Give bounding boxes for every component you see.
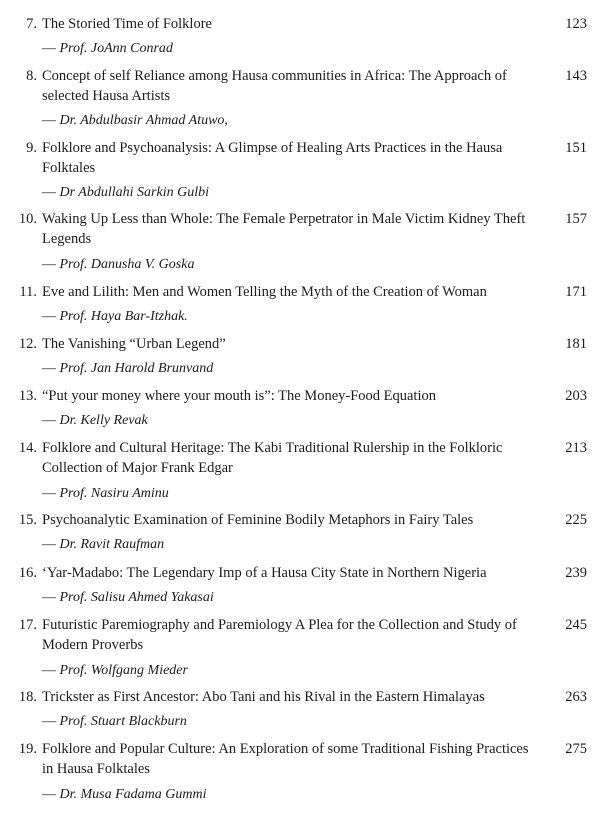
em-dash: — <box>42 486 60 501</box>
entry-author <box>42 359 213 379</box>
em-dash: — <box>42 590 60 605</box>
entry-author <box>42 661 188 681</box>
entry-author <box>42 535 164 555</box>
author-name: Prof. Nasiru Aminu <box>59 486 169 501</box>
entry-author <box>42 183 209 203</box>
entry-title: “Put your money where your mouth is”: The Money-Food Equation <box>42 388 436 404</box>
author-name: Prof. Salisu Ahmed Yakasai <box>59 590 214 605</box>
entry-author <box>42 712 187 732</box>
author-name: Dr. Abdulbasir Ahmad Atuwo, <box>59 113 228 128</box>
entry-page-number: 157 <box>565 211 587 227</box>
entry-page-number: 213 <box>565 440 587 456</box>
entry-number: 13. <box>18 388 37 404</box>
entry-title: The Vanishing “Urban Legend” <box>42 336 226 352</box>
entry-page-number: 143 <box>565 68 587 84</box>
entry-number: 16. <box>18 565 37 581</box>
entry-title: Concept of self Reliance among Hausa communities in Africa: The Approach of selected Hausa Artists <box>42 68 507 104</box>
entry-author <box>42 111 228 131</box>
entry-page-number: 203 <box>565 388 587 404</box>
author-name: Dr. Kelly Revak <box>59 413 148 428</box>
entry-title: Folklore and Popular Culture: An Exploration of some Traditional Fishing Practices in Hausa Folktales <box>42 741 529 777</box>
author-name: Dr Abdullahi Sarkin Gulbi <box>59 185 209 200</box>
entry-author <box>42 307 188 327</box>
entry-title: Psychoanalytic Examination of Feminine Bodily Metaphors in Fairy Tales <box>42 512 474 528</box>
entry-title: Waking Up Less than Whole: The Female Perpetrator in Male Victim Kidney Theft Legends <box>42 211 526 247</box>
entry-number: 9. <box>26 140 37 156</box>
entry-author <box>42 785 207 805</box>
entry-number: 17. <box>18 617 37 633</box>
entry-number: 12. <box>18 336 37 352</box>
author-name: Prof. Stuart Blackburn <box>59 714 187 729</box>
author-name: Dr. Musa Fadama Gummi <box>59 787 207 802</box>
entry-author <box>42 588 214 608</box>
em-dash: — <box>42 361 60 376</box>
entry-page-number: 239 <box>565 565 587 581</box>
em-dash: — <box>42 714 60 729</box>
entry-author <box>42 255 194 275</box>
entry-title: ‘Yar-Madabo: The Legendary Imp of a Hausa City State in Northern Nigeria <box>42 565 487 581</box>
entry-number: 14. <box>18 440 37 456</box>
entry-page-number: 181 <box>565 336 587 352</box>
entry-page-number: 151 <box>565 140 587 156</box>
entry-number: 11. <box>19 284 37 300</box>
author-name: Prof. JoAnn Conrad <box>59 41 173 56</box>
entry-author <box>42 39 173 59</box>
entry-number: 18. <box>18 689 37 705</box>
author-name: Prof. Wolfgang Mieder <box>59 663 188 678</box>
em-dash: — <box>42 309 60 324</box>
entry-page-number: 275 <box>565 741 587 757</box>
em-dash: — <box>42 113 60 128</box>
entry-title: Folklore and Cultural Heritage: The Kabi Traditional Rulership in the Folkloric Collection of Major Frank Edgar <box>42 440 503 476</box>
entry-number: 10. <box>18 211 37 227</box>
author-name: Prof. Jan Harold Brunvand <box>59 361 214 376</box>
em-dash: — <box>42 185 60 200</box>
em-dash: — <box>42 257 60 272</box>
em-dash: — <box>42 663 60 678</box>
entry-author <box>42 411 148 431</box>
em-dash: — <box>42 787 60 802</box>
entry-number: 8. <box>26 68 37 84</box>
entry-title: Folklore and Psychoanalysis: A Glimpse of Healing Arts Practices in the Hausa Folktales <box>42 140 503 176</box>
entry-title: Trickster as First Ancestor: Abo Tani and his Rival in the Eastern Himalayas <box>42 689 485 705</box>
entry-page-number: 245 <box>565 617 587 633</box>
entry-page-number: 263 <box>565 689 587 705</box>
author-name: Prof. Haya Bar-Itzhak. <box>59 309 188 324</box>
em-dash: — <box>42 413 60 428</box>
entry-author <box>42 484 169 504</box>
author-name: Prof. Danusha V. Goska <box>59 257 195 272</box>
entry-page-number: 225 <box>565 512 587 528</box>
em-dash: — <box>42 41 60 56</box>
entry-page-number: 171 <box>565 284 587 300</box>
author-name: Dr. Ravit Raufman <box>59 537 165 552</box>
em-dash: — <box>42 537 60 552</box>
entry-number: 15. <box>18 512 37 528</box>
entry-number: 19. <box>18 741 37 757</box>
entry-number: 7. <box>26 16 37 32</box>
entry-title: Eve and Lilith: Men and Women Telling the Myth of the Creation of Woman <box>42 284 487 300</box>
entry-title: The Storied Time of Folklore <box>42 16 212 32</box>
entry-title: Futuristic Paremiography and Paremiology A Plea for the Collection and Study of Modern Proverbs <box>42 617 517 653</box>
entry-page-number: 123 <box>565 16 587 32</box>
